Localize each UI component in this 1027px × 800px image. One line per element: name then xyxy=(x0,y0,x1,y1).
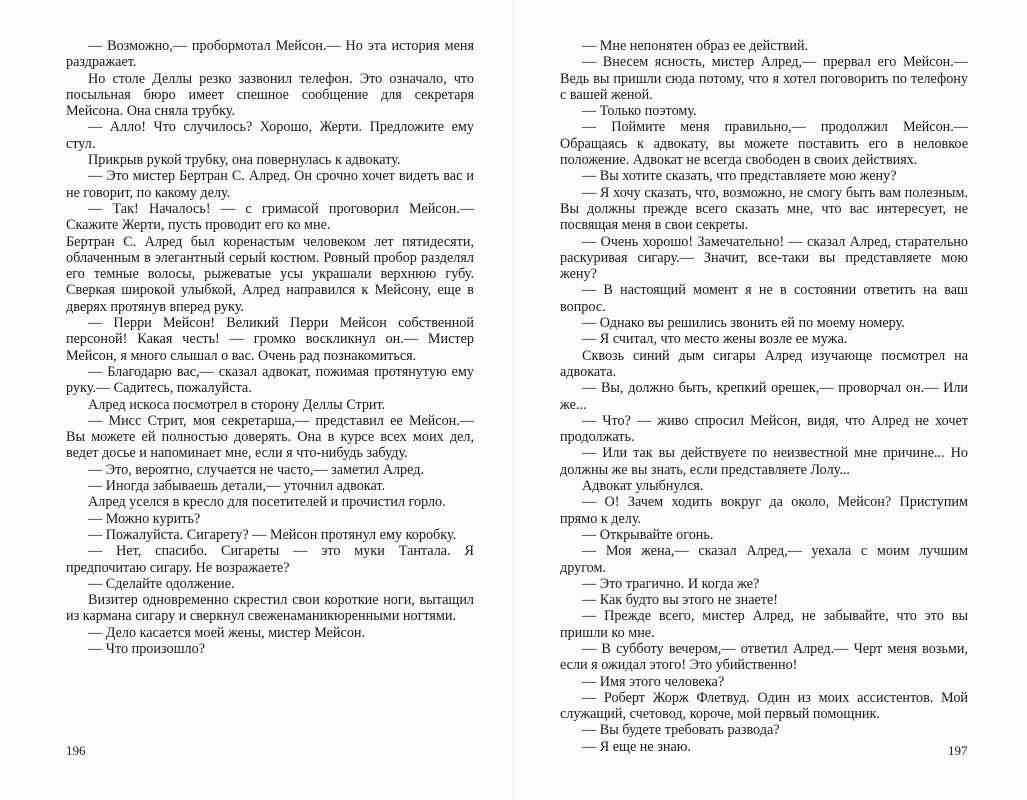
paragraph: — Пожалуйста. Сигарету? — Мейсон протянул ему коробку. xyxy=(88,526,457,543)
right-page-number: 197 xyxy=(948,743,968,758)
paragraph: — Мисс Стрит, моя секретарша,— представил ее Мейсон.— Вы можете ей полностью доверять. Она в курсе всех моих дел, ведет досье и напоминает мне, если я что-нибудь забуду. xyxy=(66,412,474,462)
paragraph: — Что произошло? xyxy=(88,640,205,657)
paragraph: Бертран С. Алред был коренастым человеком лет пятидесяти, облаченным в элегантный серый костюм. Ровный пробор разделял его темные волосы, рыжеватые усы украшали верхнюю губу. Сверкая широкой улыбкой, Алред направился к Мейсону, еще в дверях протянув вперед руку. xyxy=(66,233,474,315)
left-page xyxy=(66,38,474,657)
paragraph: — Вы хотите сказать, что представляете мою жену? xyxy=(582,168,897,185)
paragraph: — Однако вы решились звонить ей по моему номеру. xyxy=(582,315,905,332)
right-page xyxy=(560,38,968,755)
paragraph: — Я считал, что место жены возле ее мужа. xyxy=(582,331,848,348)
paragraph: — Моя жена,— сказал Алред,— уехала с моим лучшим другом. xyxy=(560,543,968,576)
paragraph: — Прежде всего, мистер Алред, не забывайте, что это вы пришли ко мне. xyxy=(560,608,968,641)
paragraph: — Очень хорошо! Замечательно! — сказал Алред, старательно раскуривая сигару.— Значит, все-таки вы представляете мою жену? xyxy=(560,233,968,283)
left-page-number: 196 xyxy=(66,743,86,758)
paragraph: — Так! Началось! — с гримасой проговорил Мейсон.— Скажите Жерти, пусть проводит его ко мне. xyxy=(66,200,474,234)
paragraph: Алред искоса посмотрел в сторону Деллы Стрит. xyxy=(88,396,386,413)
paragraph: — Алло! Что случилось? Хорошо, Жерти. Предложите ему стул. xyxy=(66,119,474,152)
paragraph: — Перри Мейсон! Великий Перри Мейсон собственной персоной! Какая честь! — громко воскликнул он.— Мистер Мейсон, я много слышал о вас. Очень рад познакомиться. xyxy=(66,315,474,364)
paragraph: — Роберт Жорж Флетвуд. Один из моих ассистентов. Мой служащий, счетовод, короче, мой первый помощник. xyxy=(560,689,968,723)
paragraph: — Мне непонятен образ ее действий. xyxy=(582,38,809,54)
paragraph: — Я хочу сказать, что, возможно, не смогу быть вам полезным. Вы должны прежде всего сказать мне, что вас интересует, не посвящая меня в свои секреты. xyxy=(560,184,968,234)
paragraph: — Поймите меня правильно,— продолжил Мейсон.— Обращаясь к адвокату, вы можете поставить его в неловкое положение. Адвокат не всегда свободен в своих действиях. xyxy=(560,119,968,169)
paragraph: — В субботу вечером,— ответил Алред.— Черт меня возьми, если я ожидал этого! Это убийственно! xyxy=(560,640,968,674)
paragraph: Адвокат улыбнулся. xyxy=(582,478,704,495)
paragraph: — Только поэтому. xyxy=(582,103,697,120)
paragraph: — Или так вы действуете по неизвестной мне причине... Но должны же вы знать, если представляете Лолу... xyxy=(560,445,968,478)
paragraph: — Открывайте огонь. xyxy=(582,526,714,543)
paragraph: — Имя этого человека? xyxy=(582,673,725,690)
paragraph: — Что? — живо спросил Мейсон, видя, что Алред не хочет продолжать. xyxy=(560,412,968,446)
paragraph: — О! Зачем ходить вокруг да около, Мейсон? Приступим прямо к делу. xyxy=(560,494,968,527)
paragraph: — В настоящий момент я не в состоянии ответить на ваш вопрос. xyxy=(560,282,968,315)
paragraph: — Вы будете требовать развода? xyxy=(582,722,780,739)
paragraph: Прикрыв рукой трубку, она повернулась к адвокату. xyxy=(88,152,401,169)
paragraph: — Вы, должно быть, крепкий орешек,— проворчал он.— Или же... xyxy=(560,380,968,413)
paragraph: Визитер одновременно скрестил свои короткие ноги, вытащил из кармана сигару и сверкнул свеженаманикюренными ногтями. xyxy=(66,592,474,625)
book-gutter xyxy=(512,0,514,800)
paragraph: — Это мистер Бертран С. Алред. Он срочно хочет видеть вас и не говорит, по какому делу. xyxy=(66,168,474,201)
paragraph: — Возможно,— пробормотал Мейсон.— Но эта история меня раздражает. xyxy=(66,38,474,71)
paragraph: — Нет, спасибо. Сигареты — это муки Тантала. Я предпочитаю сигару. Не возражаете? xyxy=(66,543,474,576)
paragraph: — Как будто вы этого не знаете! xyxy=(582,592,779,609)
paragraph: — Это, вероятно, случается не часто,— заметил Алред. xyxy=(88,461,425,478)
paragraph: Но столе Деллы резко зазвонил телефон. Это означало, что посыльная бюро имеет спешное сообщение для секретаря Мейсона. Она сняла трубку. xyxy=(66,70,474,120)
paragraph: — Это трагично. И когда же? xyxy=(582,575,760,592)
paragraph: — Я еще не знаю. xyxy=(582,738,691,755)
paragraph: — Можно курить? xyxy=(88,510,201,527)
paragraph: — Благодарю вас,— сказал адвокат, пожимая протянутую ему руку.— Садитесь, пожалуйста. xyxy=(66,363,474,397)
paragraph: Алред уселся в кресло для посетителей и прочистил горло. xyxy=(88,494,446,511)
paragraph: — Внесем ясность, мистер Алред,— прервал его Мейсон.— Ведь вы пришли сюда потому, что я хотел поговорить по телефону с вашей женой. xyxy=(560,54,968,103)
paragraph: — Дело касается моей жены, мистер Мейсон. xyxy=(88,624,366,641)
paragraph: — Иногда забываешь детали,— уточнил адвокат. xyxy=(88,478,386,495)
paragraph: Сквозь синий дым сигары Алред изучающе посмотрел на адвоката. xyxy=(560,347,968,380)
paragraph: — Сделайте одолжение. xyxy=(88,575,235,592)
